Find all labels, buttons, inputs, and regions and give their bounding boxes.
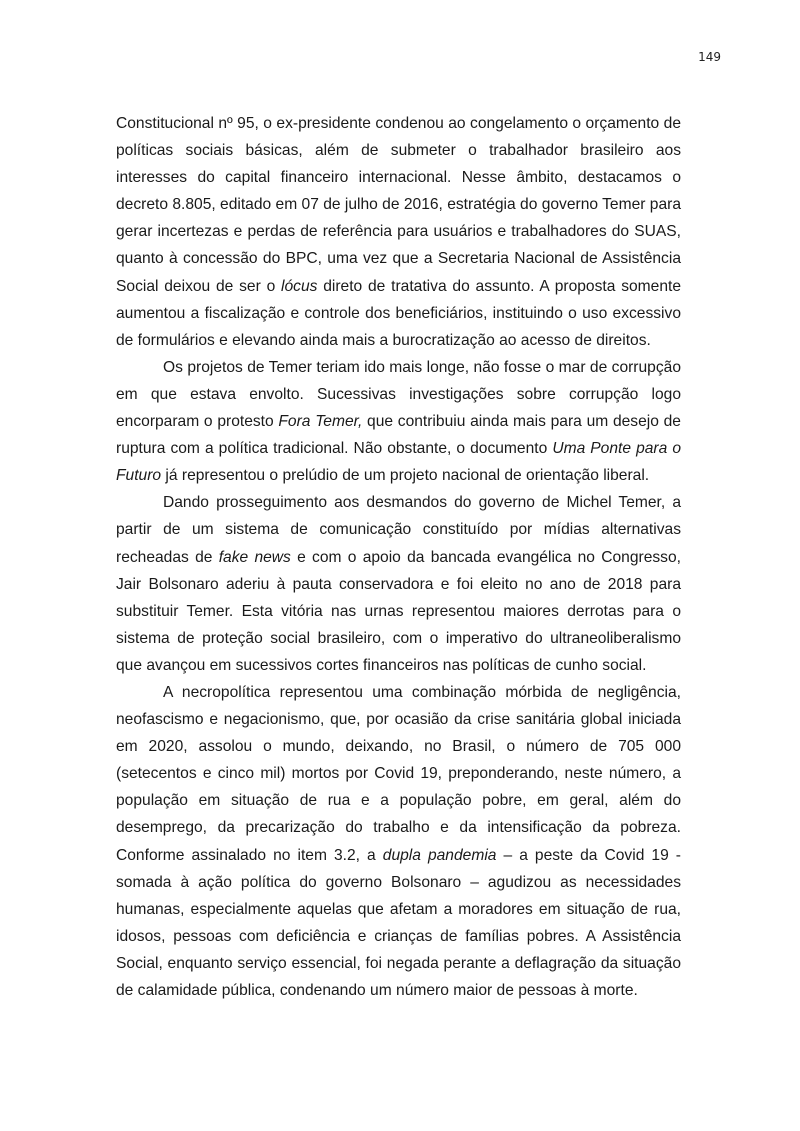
paragraph [116,110,681,354]
text-segment: Dando prosseguimento aos desmandos do governo de Michel Temer, a partir de um sistema de comunicação constituído por mídias alternativas recheadas de [116,494,681,566]
text-segment: Os projetos de Temer teriam ido mais longe, não fosse o mar de corrupção em que estava envolto. Sucessivas investigações sobre corrupção logo encorparam o protesto [116,358,681,431]
paragraph [116,489,681,679]
paragraph [116,354,681,489]
paragraph [116,679,681,1004]
text-segment: – a peste da Covid 19 - somada à ação política do governo Bolsonaro – agudizou as necessidades humanas, especialmente aquelas que afetam a moradores em situação de rua, idosos, pessoas com deficiência e crianças de famílias pobres. A Assistência Social, enquanto serviço essencial, foi negada perante a deflagração da situação de calamidade pública, condenando um número maior de pessoas à morte. [116,846,681,999]
text-segment: Constitucional nº 95, o ex-presidente condenou ao congelamento o orçamento de políticas sociais básicas, além de submeter o trabalhador brasileiro aos interesses do capital financeiro internacional. Nesse âmbito, destacamos o decreto 8.805, editado em 07 de julho de 2016, estratégia do governo Temer para gerar incertezas e perdas de referência para usuários e trabalhadores do SUAS, quanto à concessão do BPC, uma vez que a Secretaria Nacional de Assistência Social deixou de ser o [116,115,681,295]
page-number: 149 [698,50,721,64]
italic-term: Fora Temer, [278,413,363,431]
italic-term: dupla pandemia [382,846,497,864]
text-segment: e com o apoio da bancada evangélica no Congresso, Jair Bolsonaro aderiu à pauta conservadora e foi eleito no ano de 2018 para substituir Temer. Esta vitória nas urnas representou maiores derrotas para o sistema de proteção social brasileiro, com o imperativo do ultraneoliberalismo que avançou em sucessivos cortes financeiros nas políticas de cunho social. [116,548,681,674]
italic-term: fake news [218,548,291,566]
text-segment: que contribuiu ainda mais para um desejo de ruptura com a política tradicional. Não obstante, o documento [116,413,681,458]
body-text [116,110,681,1004]
italic-term: lócus [281,277,318,295]
text-segment: direto de tratativa do assunto. A proposta somente aumentou a fiscalização e controle dos beneficiários, instituindo o uso excessivo de formulários e elevando ainda mais a burocratização ao acesso de direitos. [116,277,682,349]
italic-title: Uma Ponte para o Futuro [116,440,681,485]
text-segment: já representou o prelúdio de um projeto nacional de orientação liberal. [161,467,650,485]
text-segment: A necropolítica representou uma combinação mórbida de negligência, neofascismo e negacionismo, que, por ocasião da crise sanitária global iniciada em 2020, assolou o mundo, deixando, no Brasil, o número de 705 000 (setecentos e cinco mil) mortos por Covid 19, preponderando, neste número, a população em situação de rua e a população pobre, em geral, além do desemprego, da precarização do trabalho e da intensificação da pobreza. Conforme assinalado no item 3.2, a [116,683,681,864]
